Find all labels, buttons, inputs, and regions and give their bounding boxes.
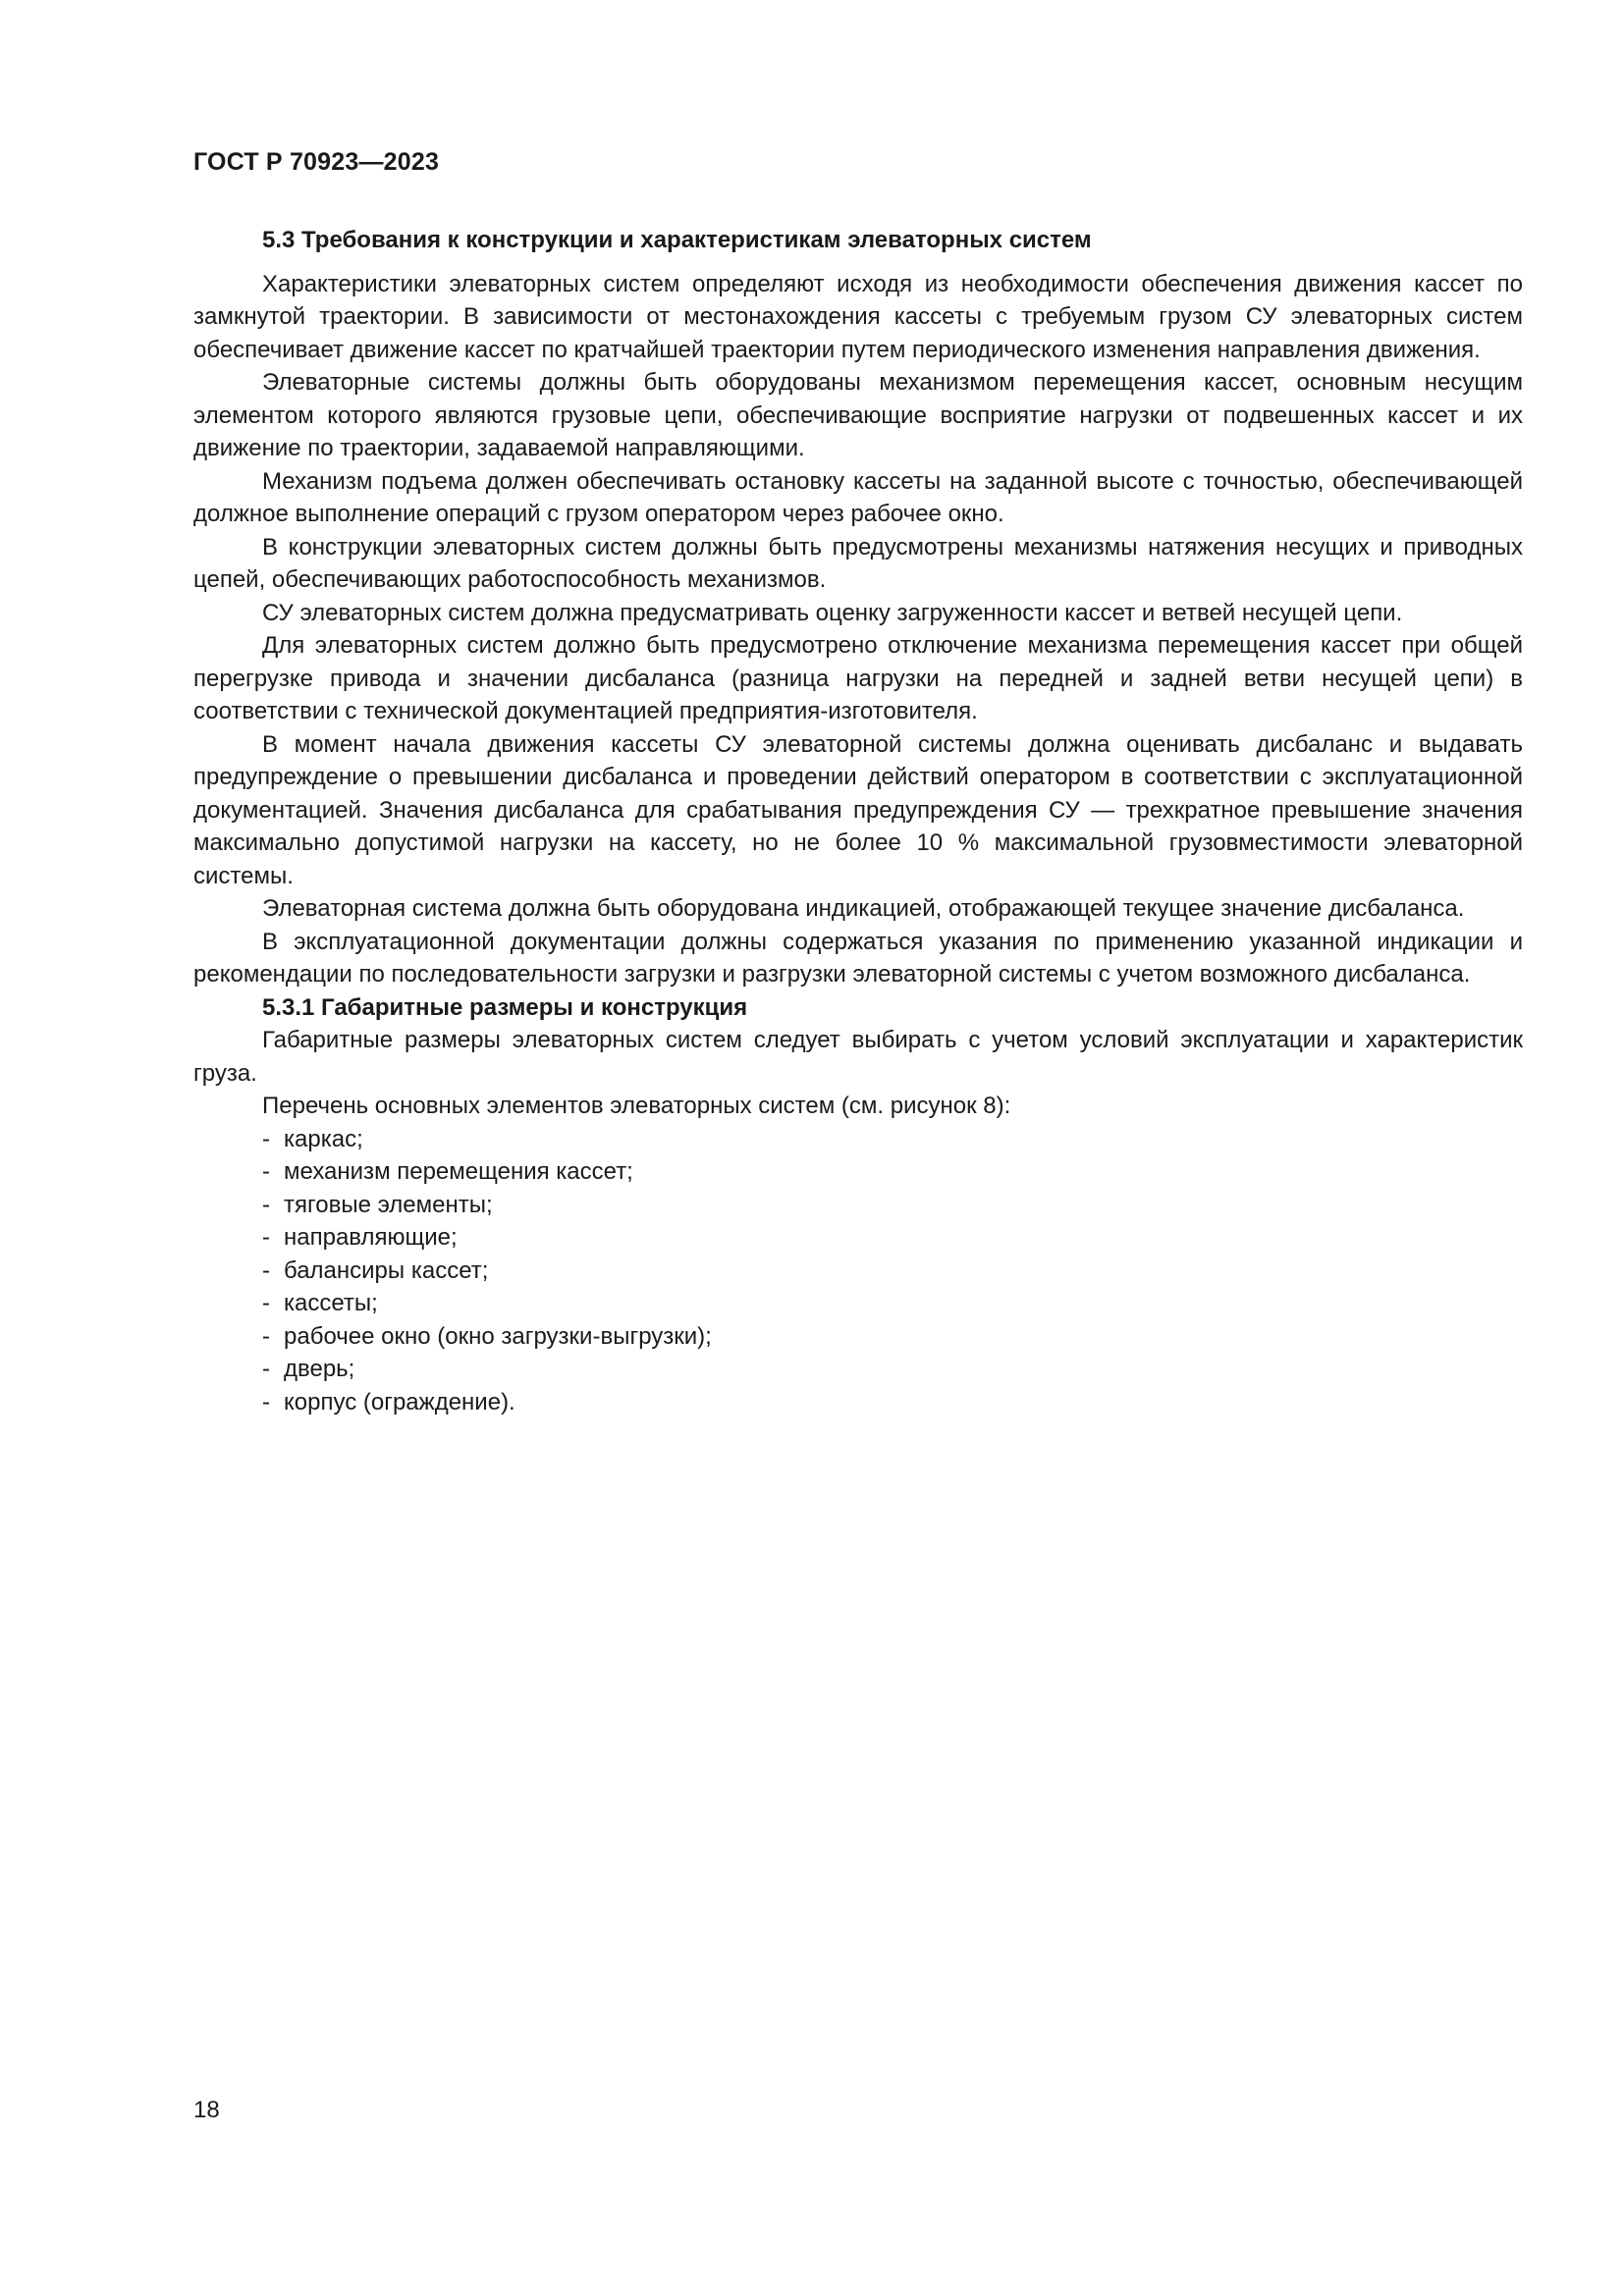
list-item — [262, 1353, 1523, 1386]
list-item-text: балансиры кассет; — [284, 1256, 489, 1284]
list-item — [262, 1189, 1523, 1222]
list-dash: - — [262, 1256, 270, 1284]
elements-list — [193, 1123, 1523, 1419]
list-item — [262, 1287, 1523, 1320]
list-item-text: каркас; — [284, 1125, 363, 1152]
list-item-text: кассеты; — [284, 1290, 378, 1316]
list-item — [262, 1123, 1523, 1156]
list-item — [262, 1155, 1523, 1189]
list-item — [262, 1386, 1523, 1419]
paragraph: В конструкции элеваторных систем должны быть предусмотрены механизмы натяжения несущих и приводных цепей, обеспечивающих работоспособность механизмов. — [193, 533, 1523, 593]
paragraph: Механизм подъема должен обеспечивать остановку кассеты на заданной высоте с точностью, обеспечивающей должное выполнение операций с грузом оператором через рабочее окно. — [193, 467, 1523, 527]
paragraph: СУ элеваторных систем должна предусматривать оценку загруженности кассет и ветвей несущей цепи. — [262, 599, 1403, 626]
paragraph: Для элеваторных систем должно быть предусмотрено отключение механизма перемещения кассет при общей перегрузке привода и значении дисбаланса (разница нагрузки на передней и задней ветви несущей цепи) в соответствии с технической документацией предприятия-изготовителя. — [193, 632, 1523, 724]
list-intro-paragraph: Перечень основных элементов элеваторных систем (см. рисунок 8): — [262, 1093, 1011, 1119]
section-5-3-heading: 5.3 Требования к конструкции и характеристикам элеваторных систем — [262, 227, 1092, 253]
list-dash: - — [262, 1224, 270, 1251]
list-dash: - — [262, 1290, 270, 1316]
list-dash: - — [262, 1158, 270, 1185]
document-body — [193, 224, 1523, 1418]
section-5-3-1-heading: 5.3.1 Габаритные размеры и конструкция — [262, 993, 748, 1021]
list-item-text: тяговые элементы; — [284, 1191, 493, 1218]
paragraph: Элеваторная система должна быть оборудована индикацией, отображающей текущее значение дисбаланса. — [262, 895, 1465, 922]
paragraph: Габаритные размеры элеваторных систем следует выбирать с учетом условий эксплуатации и характеристик груза. — [193, 1027, 1523, 1087]
list-dash: - — [262, 1125, 270, 1152]
list-item-text: корпус (ограждение). — [284, 1388, 515, 1415]
paragraph: В момент начала движения кассеты СУ элеваторной системы должна оценивать дисбаланс и выдавать предупреждение о превышении дисбаланса и проведении действий оператором в соответствии с эксплуатационной документацией. Значения дисбаланса для срабатывания предупреждения СУ — трехкратное превышение значения максимально допустимой нагрузки на кассету, но не более 10 % максимальной грузовместимости элеваторной системы. — [193, 730, 1523, 889]
list-item — [262, 1255, 1523, 1288]
paragraph: В эксплуатационной документации должны содержаться указания по применению указанной индикации и рекомендации по последовательности загрузки и разгрузки элеваторной системы с учетом возможного дисбаланса. — [193, 928, 1523, 988]
page-number: 18 — [193, 2097, 220, 2123]
list-item — [262, 1221, 1523, 1255]
list-item-text: механизм перемещения кассет; — [284, 1158, 633, 1185]
list-item-text: направляющие; — [284, 1224, 458, 1251]
list-item — [262, 1320, 1523, 1354]
list-dash: - — [262, 1322, 270, 1350]
list-dash: - — [262, 1388, 270, 1415]
list-item-text: дверь; — [284, 1356, 355, 1382]
standard-code-header: ГОСТ Р 70923—2023 — [193, 148, 440, 176]
list-dash: - — [262, 1191, 270, 1218]
list-item-text: рабочее окно (окно загрузки-выгрузки); — [284, 1322, 712, 1350]
list-dash: - — [262, 1356, 270, 1382]
paragraph: Элеваторные системы должны быть оборудованы механизмом перемещения кассет, основным несущим элементом которого являются грузовые цепи, обеспечивающие восприятие нагрузки от подвешенных кассет и их движение по траектории, задаваемой направляющими. — [193, 369, 1523, 461]
paragraph: Характеристики элеваторных систем определяют исходя из необходимости обеспечения движения кассет по замкнутой траектории. В зависимости от местонахождения кассеты с требуемым грузом СУ элеваторных систем обеспечивает движение кассет по кратчайшей траектории путем периодического изменения направления движения. — [193, 270, 1523, 363]
